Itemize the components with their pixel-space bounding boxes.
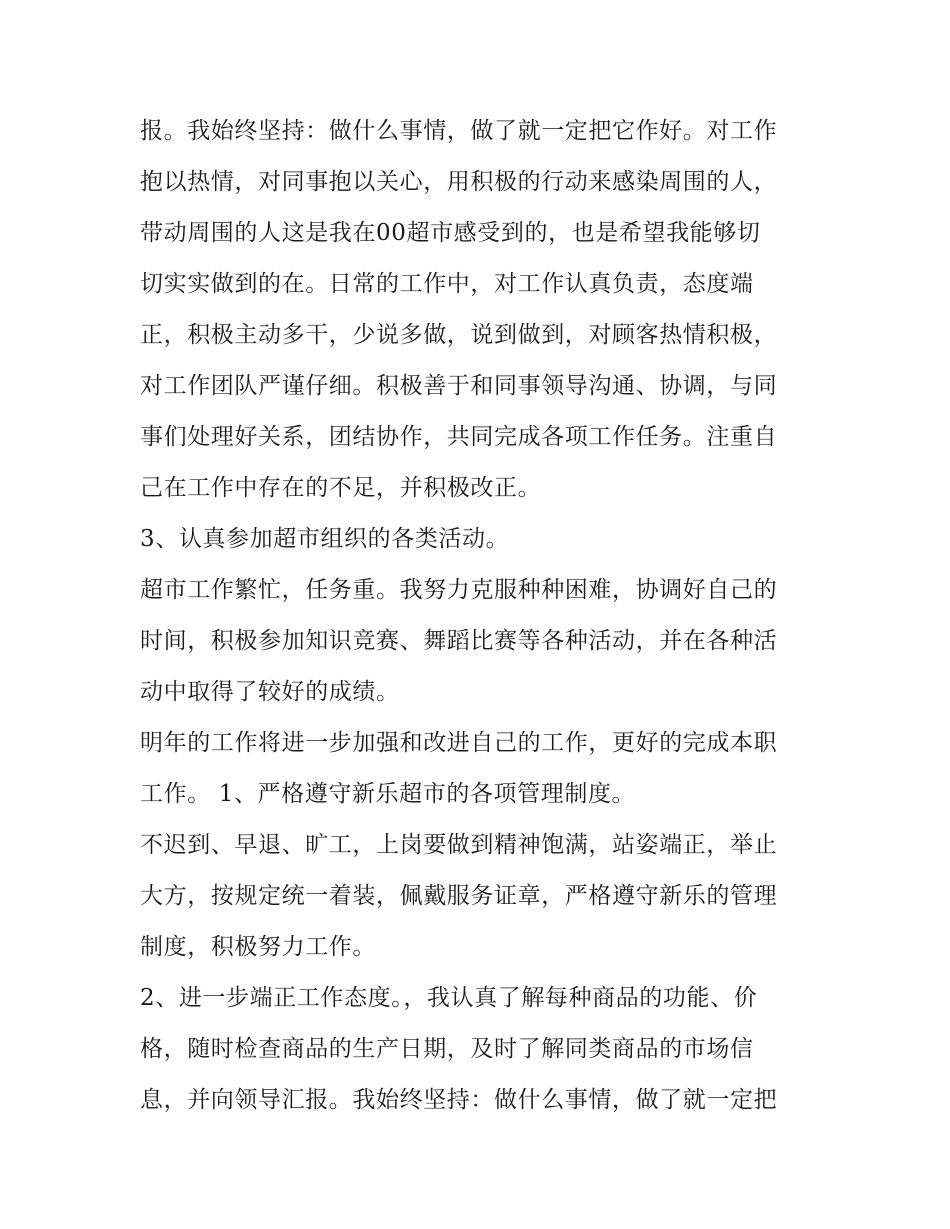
document-body <box>140 106 830 1126</box>
text-line: 格，随时检查商品的生产日期，及时了解同类商品的市场信 <box>140 1036 754 1062</box>
text-line: 制度，积极努力工作。 <box>140 934 376 960</box>
text-line: 明年的工作将进一步加强和改进自己的工作，更好的完成本职 <box>140 730 778 756</box>
text-line: 事们处理好关系，团结协作，共同完成各项工作任务。注重自 <box>140 424 778 450</box>
text-line: 正，积极主动多干，少说多做，说到做到，对顾客热情积极， <box>140 322 778 348</box>
text-line: 带动周围的人这是我在00超市感受到的，也是希望我能够切 <box>140 220 761 246</box>
text-line: 报。我始终坚持：做什么事情，做了就一定把它作好。对工作 <box>140 118 778 144</box>
text-line: 对工作团队严谨仔细。积极善于和同事领导沟通、协调，与同 <box>140 373 778 399</box>
section-heading-3: 3、认真参加超市组织的各类活动。 <box>140 526 510 552</box>
text-line: 工作。 1、严格遵守新乐超市的各项管理制度。 <box>140 781 636 807</box>
text-line: 超市工作繁忙，任务重。我努力克服种种困难，协调好自己的 <box>140 577 778 603</box>
text-line: 抱以热情，对同事抱以关心，用积极的行动来感染周围的人， <box>140 169 778 195</box>
text-line: 大方，按规定统一着装，佩戴服务证章，严格遵守新乐的管理 <box>140 883 778 909</box>
text-line: 息，并向领导汇报。我始终坚持：做什么事情，做了就一定把 <box>140 1087 778 1113</box>
text-line: 时间，积极参加知识竞赛、舞蹈比赛等各种活动，并在各种活 <box>140 628 778 654</box>
section-heading-2: 2、进一步端正工作态度。，我认真了解每种商品的功能、价 <box>140 985 758 1011</box>
text-line: 不迟到、早退、旷工，上岗要做到精神饱满，站姿端正，举止 <box>140 832 778 858</box>
text-line: 己在工作中存在的不足，并积极改正。 <box>140 475 542 501</box>
text-line: 动中取得了较好的成绩。 <box>140 679 400 705</box>
text-line: 切实实做到的在。日常的工作中，对工作认真负责，态度端 <box>140 271 754 297</box>
